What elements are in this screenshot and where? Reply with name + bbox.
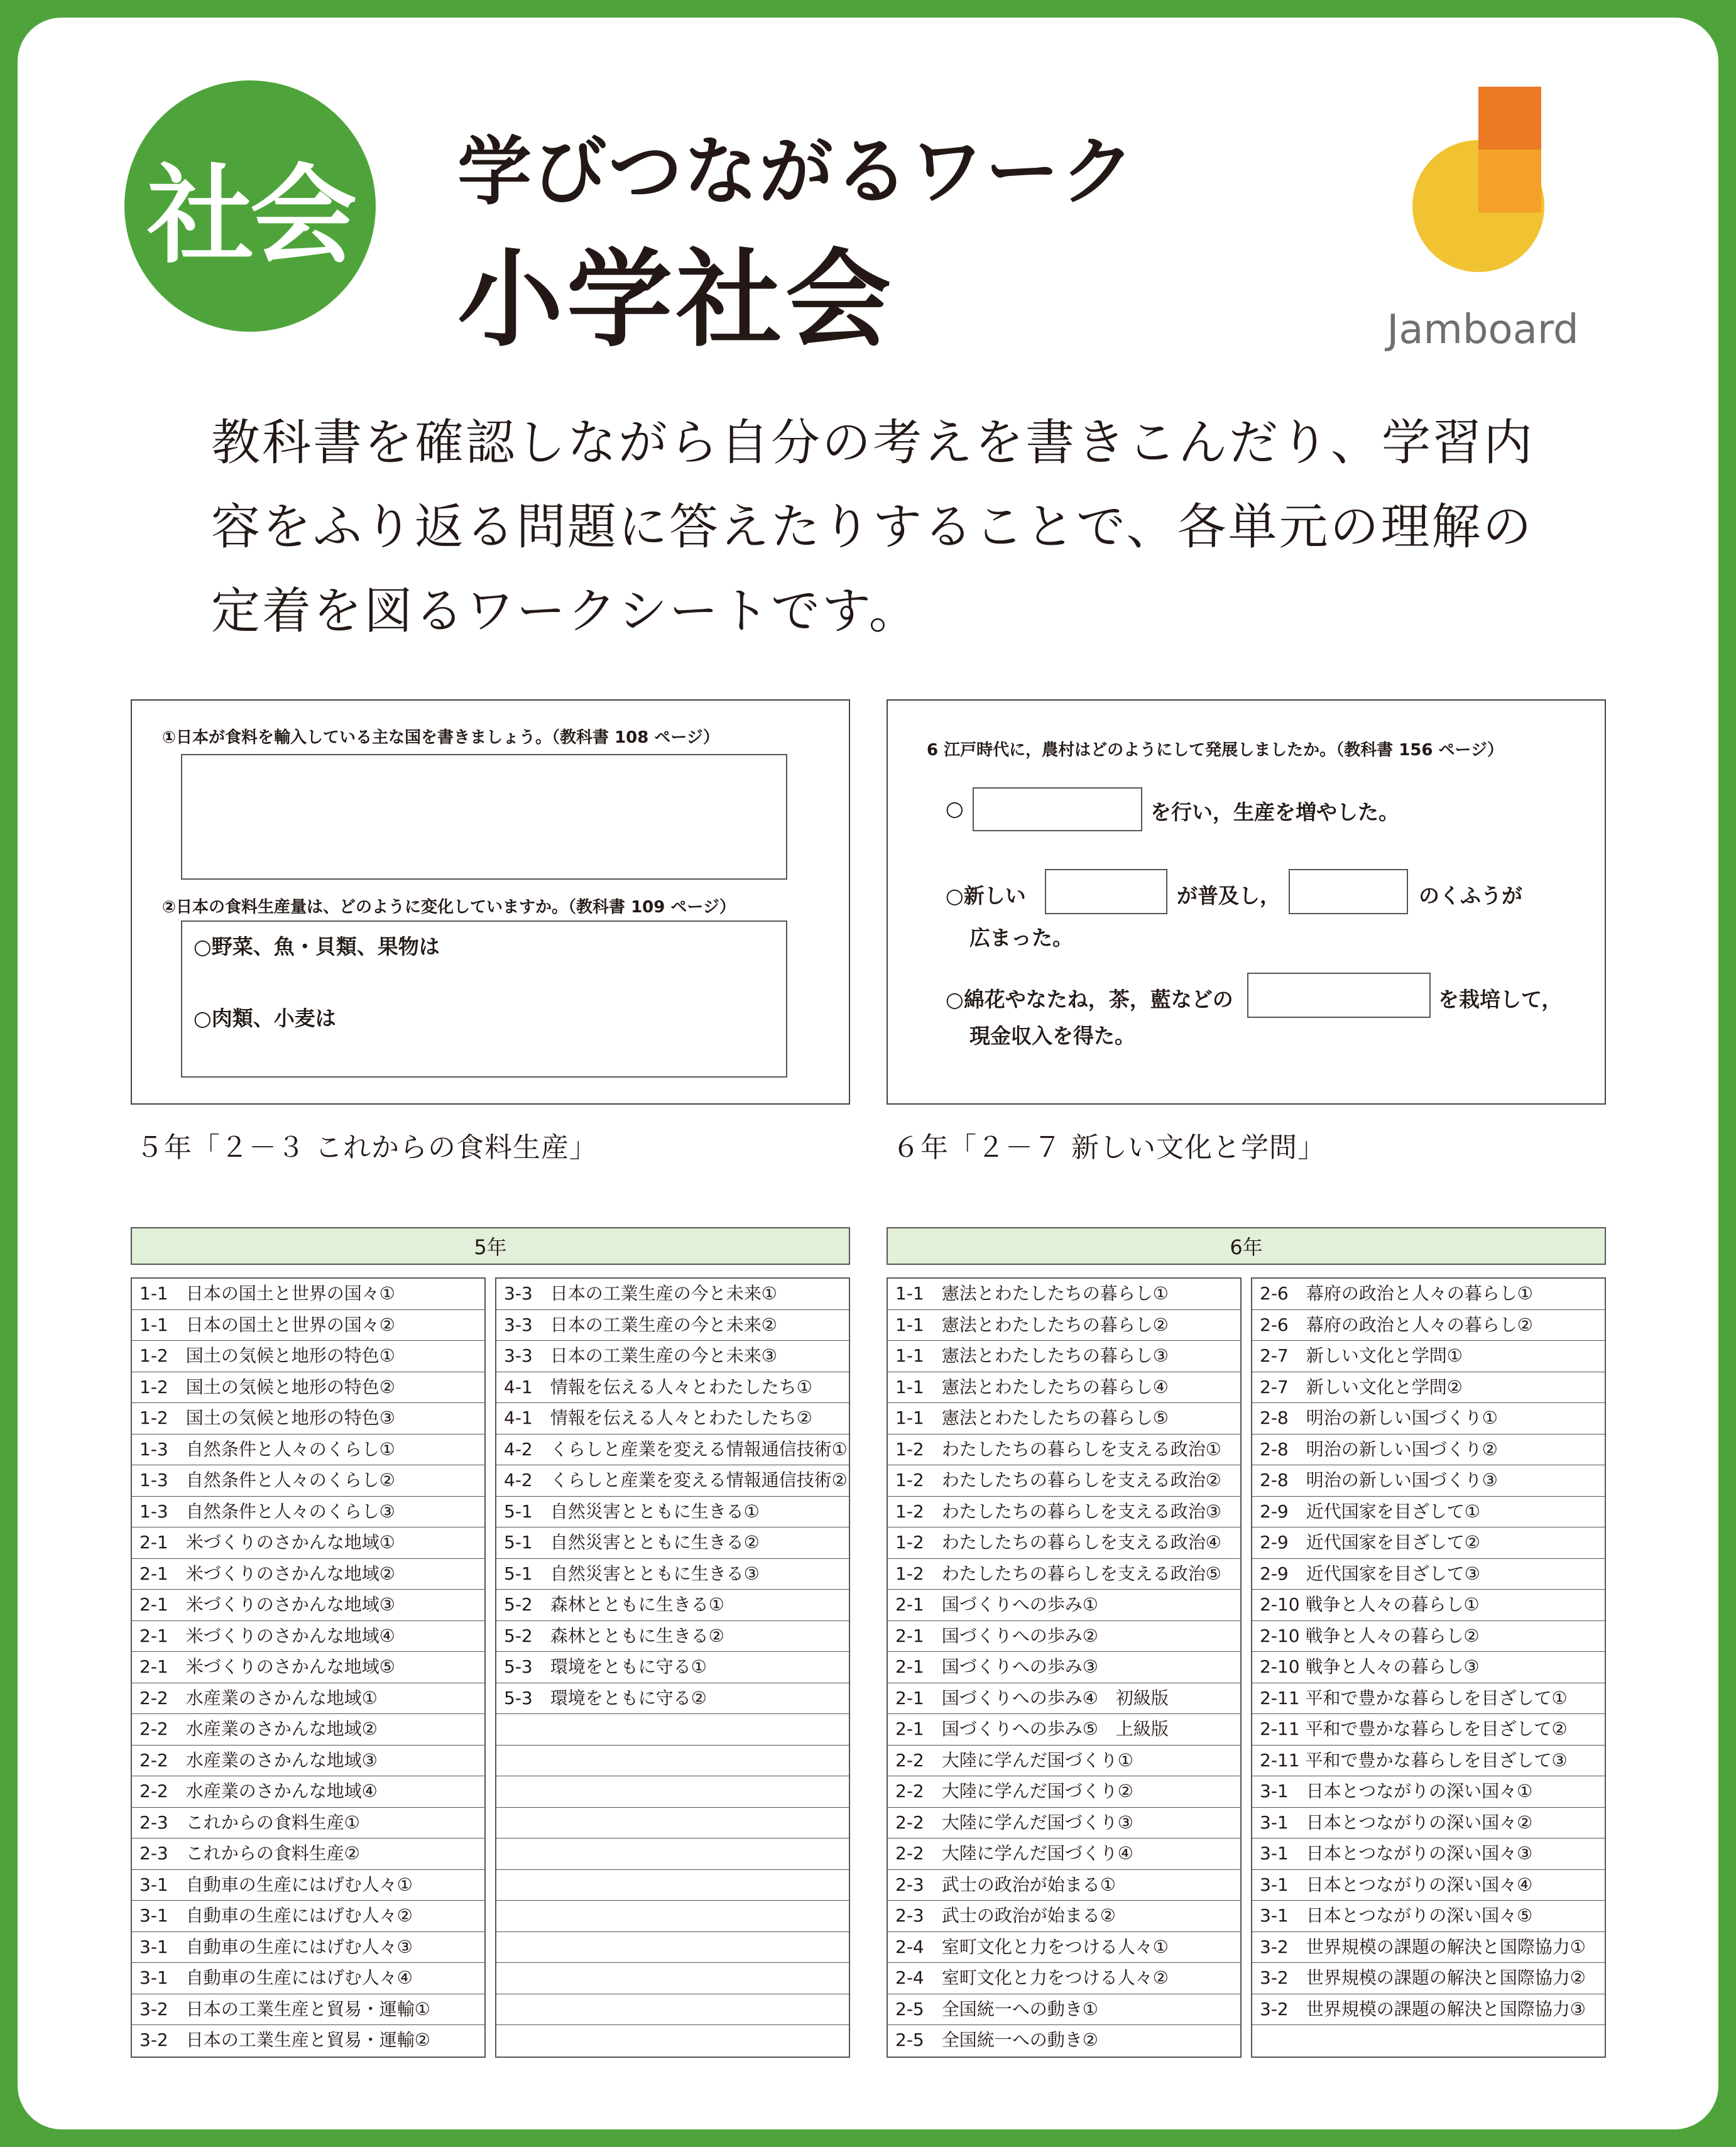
unit-list-item: 1-2 わたしたちの暮らしを支える政治⑤ [888, 1559, 1240, 1590]
unit-list-item: 3-1 日本とつながりの深い国々① [1252, 1776, 1605, 1808]
unit-list-item: 3-3 日本の工業生産の今と未来③ [496, 1341, 849, 1372]
worksheet-sample-grade5 [131, 699, 850, 1105]
unit-list-item: 3-1 自動車の生産にはげむ人々③ [132, 1932, 484, 1964]
grade6-heading: 6年 [887, 1227, 1606, 1265]
series-title: 学びつながるワーク [457, 128, 1137, 215]
grade5-heading: 5年 [131, 1227, 850, 1265]
unit-list-item: 2-3 武士の政治が始まる② [888, 1901, 1240, 1932]
unit-list-item: 2-10 戦争と人々の暮らし① [1252, 1590, 1605, 1621]
worksheet-question-1: ①日本が食料を輸入している主な国を書きましょう。（教科書 108 ページ） [162, 728, 719, 747]
unit-list-item: 2-1 米づくりのさかんな地域④ [132, 1621, 484, 1653]
unit-list-item: 3-2 世界規模の課題の解決と国際協力① [1252, 1932, 1605, 1964]
unit-list-item: 1-2 国土の気候と地形の特色③ [132, 1403, 484, 1434]
unit-list-item: 4-1 情報を伝える人々とわたしたち① [496, 1372, 849, 1404]
answer-label-2: ○肉類、小麦は [194, 1006, 336, 1030]
unit-list-item [496, 1901, 849, 1932]
unit-list-item: 5-2 森林とともに生きる① [496, 1590, 849, 1621]
unit-list-item: 1-2 国土の気候と地形の特色① [132, 1341, 484, 1372]
unit-list-item [1252, 2025, 1605, 2057]
unit-list-item: 5-1 自然災害とともに生きる③ [496, 1559, 849, 1590]
grade5-unit-list-1 [131, 1277, 486, 2058]
unit-list-item: 2-3 これからの食料生産① [132, 1808, 484, 1839]
fill-box-4 [1247, 973, 1431, 1018]
unit-list-item: 1-1 日本の国土と世界の国々① [132, 1279, 484, 1310]
grade5-unit-list-2 [495, 1277, 850, 2058]
unit-list-item: 3-2 日本の工業生産と貿易・運輸① [132, 1994, 484, 2026]
unit-list-item: 2-8 明治の新しい国づくり② [1252, 1434, 1605, 1466]
unit-list-item: 2-1 国づくりへの歩み① [888, 1590, 1240, 1621]
answer-box-1 [181, 754, 787, 880]
worksheet-question-6: 6 江戸時代に，農村はどのようにして発展しましたか。（教科書 156 ページ） [927, 741, 1504, 760]
unit-list-item: 2-7 新しい文化と学問① [1252, 1341, 1605, 1372]
line2-prefix: ○新しい [946, 883, 1026, 908]
unit-list-item: 1-3 自然条件と人々のくらし③ [132, 1497, 484, 1528]
unit-list-item: 2-2 大陸に学んだ国づくり② [888, 1776, 1240, 1808]
unit-list-item: 4-2 くらしと産業を変える情報通信技術② [496, 1465, 849, 1497]
unit-list-item: 3-1 日本とつながりの深い国々④ [1252, 1870, 1605, 1901]
sample-caption-grade5: ５年「２－３ これからの食料生産」 [136, 1132, 598, 1164]
unit-list-item: 2-2 水産業のさかんな地域④ [132, 1776, 484, 1808]
line2-middle: が普及し， [1177, 883, 1280, 908]
unit-list-item: 3-1 日本とつながりの深い国々⑤ [1252, 1901, 1605, 1932]
unit-list-item: 1-2 わたしたちの暮らしを支える政治④ [888, 1527, 1240, 1559]
unit-list-item: 2-1 国づくりへの歩み③ [888, 1652, 1240, 1683]
unit-list-item: 1-3 自然条件と人々のくらし① [132, 1434, 484, 1466]
unit-list-item: 2-2 大陸に学んだ国づくり① [888, 1745, 1240, 1777]
unit-list-item: 2-10 戦争と人々の暮らし② [1252, 1621, 1605, 1653]
unit-list-item: 1-2 国土の気候と地形の特色② [132, 1372, 484, 1404]
unit-list-item: 5-1 自然災害とともに生きる① [496, 1497, 849, 1528]
line2-suffix: のくふうが [1419, 883, 1522, 908]
unit-list-item: 4-1 情報を伝える人々とわたしたち② [496, 1403, 849, 1434]
unit-list-item: 1-1 憲法とわたしたちの暮らし③ [888, 1341, 1240, 1372]
unit-list-item: 1-2 わたしたちの暮らしを支える政治③ [888, 1497, 1240, 1528]
unit-list-item: 2-2 水産業のさかんな地域② [132, 1714, 484, 1745]
unit-list-item: 5-3 環境をともに守る② [496, 1683, 849, 1715]
unit-list-item: 3-3 日本の工業生産の今と未来② [496, 1310, 849, 1341]
unit-list-item: 2-1 米づくりのさかんな地域⑤ [132, 1652, 484, 1683]
unit-list-item: 2-9 近代国家を目ざして② [1252, 1527, 1605, 1559]
unit-list-item: 2-11 平和で豊かな暮らしを目ざして③ [1252, 1745, 1605, 1777]
unit-list-item: 2-2 大陸に学んだ国づくり④ [888, 1838, 1240, 1870]
unit-list-item: 2-5 全国統一への動き② [895, 2030, 1098, 2050]
intro-text: 教科書を確認しながら自分の考えを書きこんだり、学習内容をふり返る問題に答えたりすることで、各単元の理解の定着を図るワークシートです。 [211, 415, 1535, 640]
page-frame [18, 18, 1718, 2129]
unit-list-item: 1-1 憲法とわたしたちの暮らし① [888, 1279, 1240, 1310]
unit-list-item: 3-3 日本の工業生産の今と未来① [496, 1279, 849, 1310]
unit-list-item: 2-3 これからの食料生産② [132, 1838, 484, 1870]
unit-list-item: 2-11 平和で豊かな暮らしを目ざして① [1252, 1683, 1605, 1715]
unit-list-item: 5-3 環境をともに守る① [496, 1652, 849, 1683]
unit-list-item: 1-2 わたしたちの暮らしを支える政治① [888, 1434, 1240, 1466]
unit-list-item: 3-2 世界規模の課題の解決と国際協力② [1252, 1963, 1605, 1994]
unit-list-item [496, 1870, 849, 1901]
unit-list-item: 2-4 室町文化と力をつける人々② [888, 1963, 1240, 1994]
unit-list-item: 2-1 国づくりへの歩み⑤ 上級版 [888, 1714, 1240, 1745]
subject-badge: 社会 [124, 80, 376, 332]
line3-continued: 現金収入を得た。 [969, 1024, 1135, 1048]
unit-list-item: 1-3 自然条件と人々のくらし② [132, 1465, 484, 1497]
line3-prefix: ○綿花やなたね，茶，藍などの [946, 987, 1233, 1012]
unit-list-item: 1-2 わたしたちの暮らしを支える政治② [888, 1465, 1240, 1497]
unit-list-item: 3-1 自動車の生産にはげむ人々② [132, 1901, 484, 1932]
unit-list-item: 1-1 憲法とわたしたちの暮らし④ [888, 1372, 1240, 1404]
unit-list-item: 3-1 自動車の生産にはげむ人々① [132, 1870, 484, 1901]
grade6-unit-list-2 [1251, 1277, 1606, 2058]
unit-list-item: 5-1 自然災害とともに生きる② [496, 1527, 849, 1559]
grade6-unit-list-1 [887, 1277, 1242, 2058]
unit-list-item: 2-1 米づくりのさかんな地域③ [132, 1590, 484, 1621]
unit-list-item: 2-9 近代国家を目ざして③ [1252, 1559, 1605, 1590]
unit-list-item: 2-10 戦争と人々の暮らし③ [1252, 1652, 1605, 1683]
jamboard-logo-text: Jamboard [1387, 307, 1579, 353]
page-title: 小学社会 [457, 238, 895, 361]
unit-list-item: 2-5 全国統一への動き① [888, 1994, 1240, 2026]
unit-list-item: 2-1 米づくりのさかんな地域② [132, 1559, 484, 1590]
fill-box-2 [1045, 869, 1167, 914]
fill-box-1 [973, 787, 1142, 831]
unit-list-item: 2-1 米づくりのさかんな地域① [132, 1527, 484, 1559]
unit-list-item: 2-7 新しい文化と学問② [1252, 1372, 1605, 1404]
unit-list-item [496, 1745, 849, 1777]
unit-list-item [496, 1838, 849, 1870]
unit-list-item: 3-1 自動車の生産にはげむ人々④ [132, 1963, 484, 1994]
unit-list-item: 3-1 日本とつながりの深い国々② [1252, 1808, 1605, 1839]
sample-caption-grade6: ６年「２－７ 新しい文化と学問」 [892, 1132, 1326, 1164]
unit-list-item: 5-2 森林とともに生きる② [496, 1621, 849, 1653]
line1-suffix: を行い，生産を増やした。 [1150, 800, 1399, 824]
unit-list-item [496, 1808, 849, 1839]
unit-list-item: 2-1 国づくりへの歩み② [888, 1621, 1240, 1653]
unit-list-item [496, 2025, 849, 2057]
unit-list-item: 1-1 憲法とわたしたちの暮らし⑤ [888, 1403, 1240, 1434]
unit-list-item: 1-1 日本の国土と世界の国々② [132, 1310, 484, 1341]
unit-list-item: 2-2 水産業のさかんな地域③ [132, 1745, 484, 1777]
unit-list-item: 2-8 明治の新しい国づくり① [1252, 1403, 1605, 1434]
unit-list-item: 3-1 日本とつながりの深い国々③ [1252, 1838, 1605, 1870]
unit-list-item: 2-1 国づくりへの歩み④ 初級版 [888, 1683, 1240, 1715]
line2-continued: 広まった。 [969, 926, 1073, 950]
unit-list-item: 2-2 水産業のさかんな地域① [132, 1683, 484, 1715]
unit-list-item [496, 1994, 849, 2026]
fill-box-3 [1289, 869, 1408, 914]
unit-list-item: 2-8 明治の新しい国づくり③ [1252, 1465, 1605, 1497]
unit-list-item [496, 1963, 849, 1994]
answer-box-2 [181, 921, 787, 1078]
unit-list-item: 1-1 憲法とわたしたちの暮らし② [888, 1310, 1240, 1341]
line3-suffix: を栽培して， [1438, 987, 1563, 1012]
unit-list-item: 2-6 幕府の政治と人々の暮らし① [1252, 1279, 1605, 1310]
unit-list-item: 2-11 平和で豊かな暮らしを目ざして② [1252, 1714, 1605, 1745]
unit-list-item [496, 1776, 849, 1808]
unit-list-item: 2-4 室町文化と力をつける人々① [888, 1932, 1240, 1964]
worksheet-question-2: ②日本の食料生産量は、どのように変化していますか。（教科書 109 ページ） [162, 898, 736, 917]
unit-list-item [496, 1932, 849, 1964]
worksheet-sample-grade6 [887, 699, 1606, 1105]
unit-list-item: 3-2 日本の工業生産と貿易・運輸② [139, 2030, 430, 2050]
unit-list-item: 2-3 武士の政治が始まる① [888, 1870, 1240, 1901]
unit-list-item: 2-6 幕府の政治と人々の暮らし② [1252, 1310, 1605, 1341]
line1-prefix: ○ [946, 796, 964, 821]
unit-list-item: 4-2 くらしと産業を変える情報通信技術① [496, 1434, 849, 1466]
unit-list-item: 2-2 大陸に学んだ国づくり③ [888, 1808, 1240, 1839]
unit-list-item: 3-2 世界規模の課題の解決と国際協力③ [1252, 1994, 1605, 2026]
answer-label-1: ○野菜、魚・貝類、果物は [194, 934, 440, 959]
jamboard-logo-icon [1387, 87, 1569, 275]
unit-list-item: 2-9 近代国家を目ざして① [1252, 1497, 1605, 1528]
unit-list-item [496, 1714, 849, 1745]
